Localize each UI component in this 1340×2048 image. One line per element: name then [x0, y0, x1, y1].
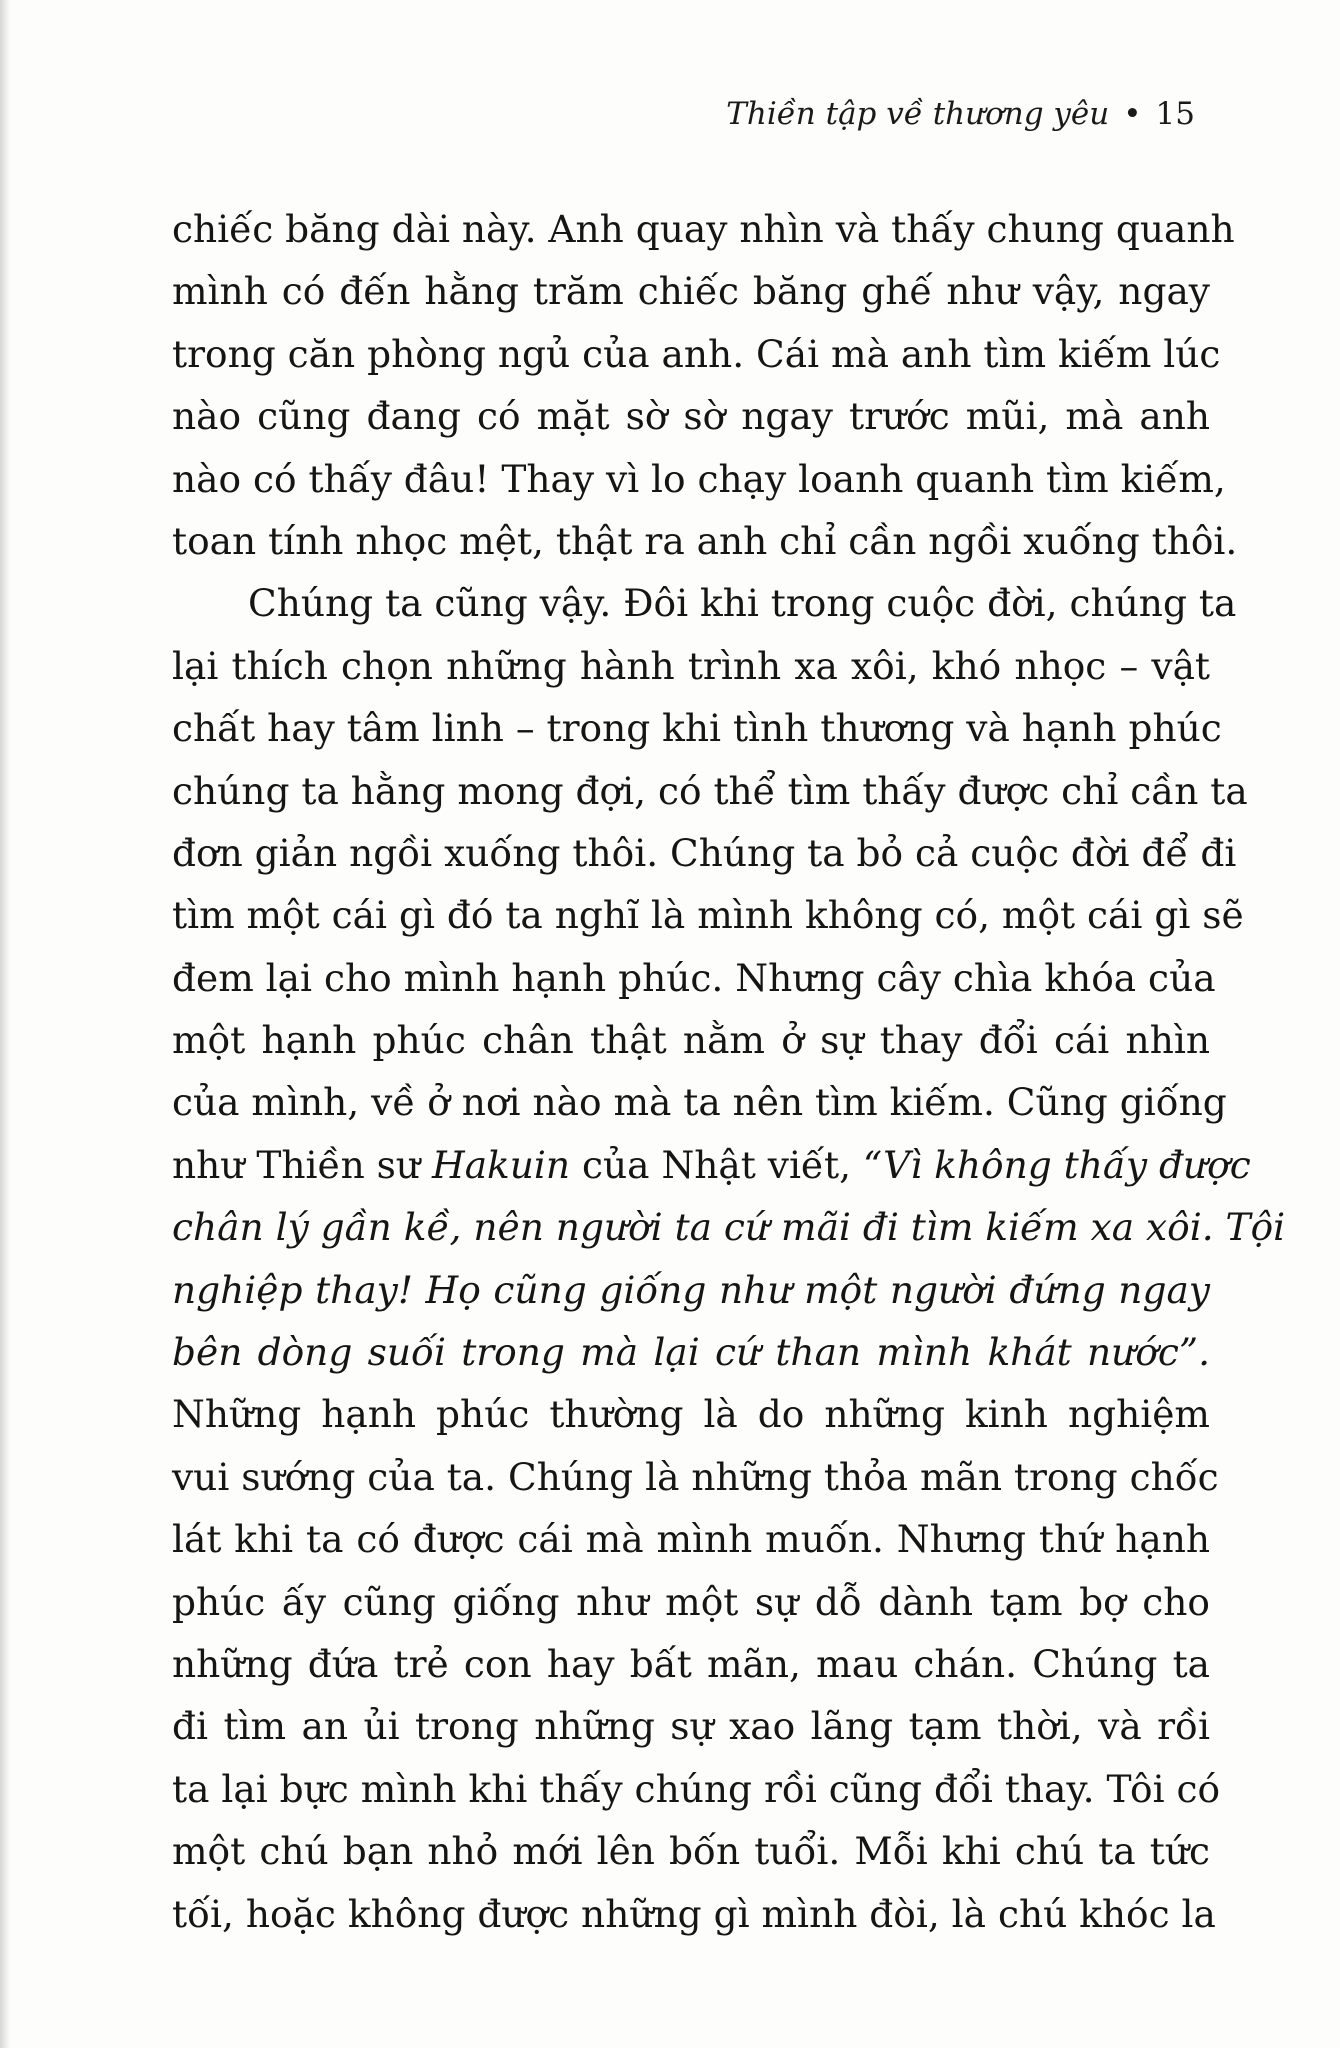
text-line	[172, 510, 1238, 572]
text-line	[172, 1196, 1286, 1258]
text-run: tìm một cái gì đó ta nghĩ là mình không có, một cái gì sẽ	[172, 893, 1244, 938]
italic-text-run: “Vì không thấy được	[862, 1142, 1251, 1187]
text-run: của mình, về ở nơi nào mà ta nên tìm kiếm. Cũng giống	[172, 1080, 1227, 1125]
text-line	[172, 822, 1237, 884]
text-run: trong căn phòng ngủ của anh. Cái mà anh tìm kiếm lúc	[172, 331, 1221, 376]
text-line	[172, 635, 1210, 697]
text-line	[172, 1508, 1210, 1570]
text-line	[172, 1134, 1251, 1196]
text-run: toan tính nhọc mệt, thật ra anh chỉ cần ngồi xuống thôi.	[172, 518, 1238, 563]
text-run: lại thích chọn những hành trình xa xôi, khó nhọc – vật	[172, 643, 1210, 688]
text-line	[172, 323, 1221, 385]
text-run: chúng ta hằng mong đợi, có thể tìm thấy được chỉ cần ta	[172, 768, 1248, 813]
body-text	[172, 198, 1286, 1945]
text-line	[172, 1633, 1210, 1695]
text-run: đơn giản ngồi xuống thôi. Chúng ta bỏ cả cuộc đời để đi	[172, 830, 1237, 875]
text-line	[172, 572, 1237, 634]
text-run: đi tìm an ủi trong những sự xao lãng tạm thời, và rồi	[172, 1704, 1210, 1749]
running-header	[726, 96, 1195, 132]
text-run: vui sướng của ta. Chúng là những thỏa mãn trong chốc	[172, 1454, 1219, 1499]
text-line	[172, 1071, 1227, 1133]
text-line	[172, 947, 1216, 1009]
page-edge-shadow	[0, 0, 10, 2048]
text-run: mình có đến hằng trăm chiếc băng ghế như vậy, ngay	[172, 269, 1210, 314]
text-run: chiếc băng dài này. Anh quay nhìn và thấy chung quanh	[172, 207, 1235, 251]
text-run: một hạnh phúc chân thật nằm ở sự thay đổi cái nhìn	[172, 1018, 1210, 1063]
text-line	[172, 385, 1210, 447]
chapter-title: Thiền tập về thương yêu	[726, 96, 1110, 132]
text-line	[172, 1571, 1210, 1633]
text-line	[172, 1695, 1210, 1757]
text-line	[172, 260, 1210, 322]
text-line	[172, 1758, 1221, 1820]
text-run: nào cũng đang có mặt sờ sờ ngay trước mũi, mà anh	[172, 394, 1210, 439]
text-run: Những hạnh phúc thường là do những kinh nghiệm	[172, 1392, 1210, 1437]
text-run: Chúng ta cũng vậy. Đôi khi trong cuộc đời, chúng ta	[248, 581, 1237, 626]
italic-text-run: Hakuin	[432, 1142, 571, 1187]
text-line	[172, 1820, 1210, 1882]
text-run: như Thiền sư	[172, 1142, 432, 1187]
header-bullet: •	[1123, 96, 1142, 132]
text-run: những đứa trẻ con hay bất mãn, mau chán. Chúng ta	[172, 1641, 1210, 1686]
text-run: phúc ấy cũng giống như một sự dỗ dành tạm bợ cho	[172, 1579, 1210, 1624]
text-line	[172, 1383, 1210, 1445]
text-run: ta lại bực mình khi thấy chúng rồi cũng đổi thay. Tôi có	[172, 1766, 1221, 1811]
italic-text-run: bên dòng suối trong mà lại cứ than mình khát nước”.	[172, 1330, 1210, 1375]
text-line	[172, 884, 1244, 946]
text-run: của Nhật viết,	[570, 1142, 863, 1187]
text-line	[172, 198, 1235, 260]
text-run: lát khi ta có được cái mà mình muốn. Nhưng thứ hạnh	[172, 1517, 1210, 1562]
text-run: đem lại cho mình hạnh phúc. Nhưng cây chìa khóa của	[172, 955, 1216, 1000]
text-line	[172, 1259, 1210, 1321]
text-line	[172, 448, 1226, 510]
text-line	[172, 1883, 1216, 1945]
text-run: chất hay tâm linh – trong khi tình thương và hạnh phúc	[172, 706, 1222, 751]
text-run: tối, hoặc không được những gì mình đòi, là chú khóc la	[172, 1891, 1216, 1936]
text-line	[172, 1321, 1210, 1383]
text-run: một chú bạn nhỏ mới lên bốn tuổi. Mỗi khi chú ta tức	[172, 1829, 1210, 1874]
text-line	[172, 1446, 1219, 1508]
text-line	[172, 697, 1222, 759]
italic-text-run: chân lý gần kề, nên người ta cứ mãi đi tìm kiếm xa xôi. Tội	[172, 1205, 1286, 1250]
text-line	[172, 1009, 1210, 1071]
italic-text-run: nghiệp thay! Họ cũng giống như một người đứng ngay	[172, 1267, 1210, 1312]
text-line	[172, 760, 1248, 822]
text-run: nào có thấy đâu! Thay vì lo chạy loanh quanh tìm kiếm,	[172, 456, 1226, 501]
page-number: 15	[1155, 96, 1195, 132]
